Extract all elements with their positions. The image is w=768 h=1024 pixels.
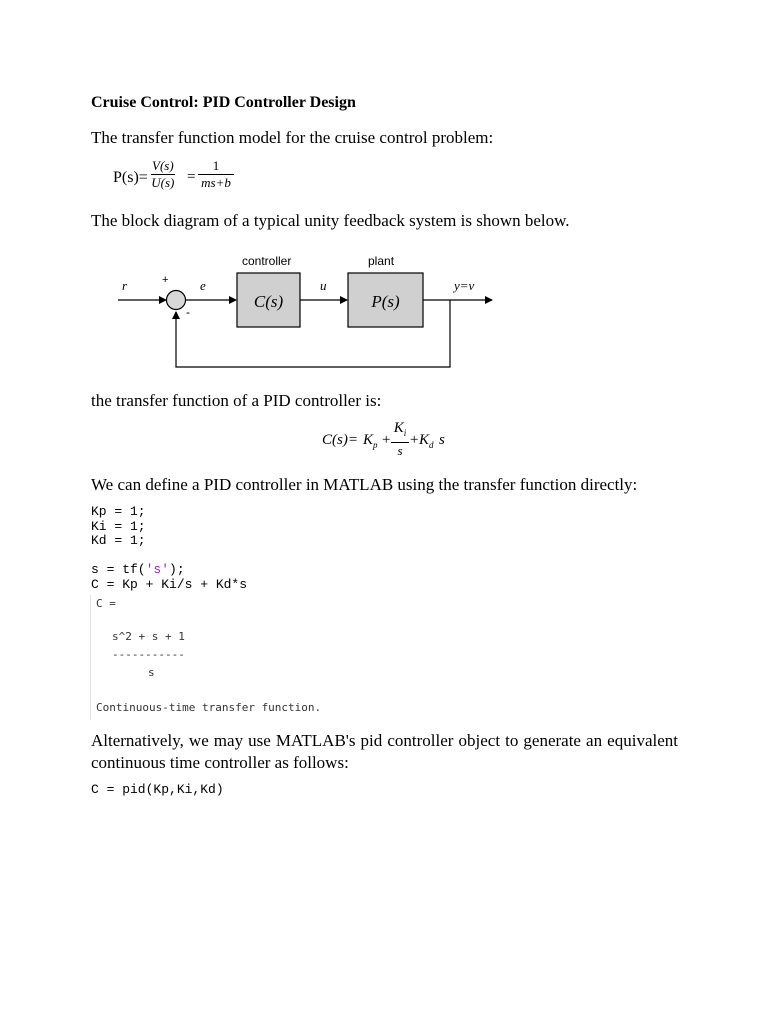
- ki-numerator: [391, 420, 409, 443]
- kd-subscript: d: [429, 440, 434, 450]
- output-footer: Continuous-time transfer function.: [96, 701, 322, 714]
- summing-junction: [167, 291, 186, 310]
- equation-lhs: P(s)=: [113, 169, 148, 186]
- code-line-tf: [91, 563, 247, 578]
- fraction-vs-over-us: [151, 158, 175, 191]
- fraction-numerator: 1: [198, 158, 234, 175]
- output-y-label: y=v: [454, 278, 475, 293]
- block-diagram-intro: The block diagram of a typical unity feedback system is shown below.: [91, 211, 570, 230]
- code-line: Ki = 1;: [91, 518, 146, 534]
- alternative-paragraph: Alternatively, we may use MATLAB's pid controller object to generate an equivalent continuous time controller as follows:: [91, 731, 678, 772]
- fraction-denominator: U(s): [151, 175, 175, 190]
- feedback-block-diagram: [110, 248, 500, 372]
- code-text: s = tf(: [91, 562, 146, 577]
- output-fraction-bar: -----------: [112, 648, 185, 661]
- plant-block-label: P(s): [371, 292, 400, 311]
- intro-paragraph: The transfer function model for the cruise control problem:: [91, 128, 494, 147]
- kd-term: [419, 432, 434, 450]
- s-denominator: s: [397, 443, 403, 458]
- pid-intro: the transfer function of a PID controller is:: [91, 391, 382, 410]
- code-line: Kp = 1;: [91, 504, 146, 519]
- s-term: s: [439, 432, 445, 448]
- matlab-intro: We can define a PID controller in MATLAB using the transfer function directly:: [91, 475, 638, 494]
- pid-equation: [322, 420, 462, 460]
- code-block-tf: [91, 563, 247, 592]
- code-block-pid: C = pid(Kp,Ki,Kd): [91, 782, 224, 797]
- controller-label: controller: [242, 254, 292, 268]
- control-u-label: u: [320, 278, 327, 293]
- code-text: );: [169, 562, 185, 577]
- minus-sign: -: [186, 305, 190, 319]
- code-line: Kd = 1;: [91, 533, 146, 549]
- output-denominator: s: [148, 666, 155, 679]
- code-block-gains: [91, 505, 146, 549]
- ki-subscript: i: [403, 428, 407, 438]
- kp-subscript: p: [373, 440, 378, 450]
- matlab-output: [90, 595, 361, 720]
- output-line: C =: [96, 597, 116, 610]
- kd-symbol: K: [419, 432, 430, 448]
- kp-symbol: K: [363, 432, 374, 448]
- fraction-numerator: V(s): [152, 158, 174, 173]
- plus-sign: +: [162, 274, 169, 286]
- controller-block-label: C(s): [253, 292, 284, 311]
- fraction-denominator: ms+b: [201, 175, 231, 190]
- equals-sign: =: [187, 169, 196, 185]
- error-e-label: e: [200, 278, 206, 293]
- plus-sign-2: +: [410, 432, 419, 448]
- input-r-label: r: [122, 278, 128, 293]
- output-numerator: s^2 + s + 1: [112, 630, 185, 643]
- code-string: 's': [145, 562, 170, 577]
- ki-over-s-fraction: [391, 420, 409, 458]
- kp-term: [363, 432, 378, 450]
- ki-symbol: K: [393, 420, 404, 436]
- pid-lhs: C(s)=: [322, 432, 358, 448]
- plant-label: plant: [368, 254, 395, 268]
- page-title: Cruise Control: PID Controller Design: [91, 94, 356, 111]
- plus-sign-1: +: [382, 432, 391, 448]
- code-line-c: C = Kp + Ki/s + Kd*s: [91, 576, 248, 592]
- fraction-one-over-msb: [198, 158, 234, 191]
